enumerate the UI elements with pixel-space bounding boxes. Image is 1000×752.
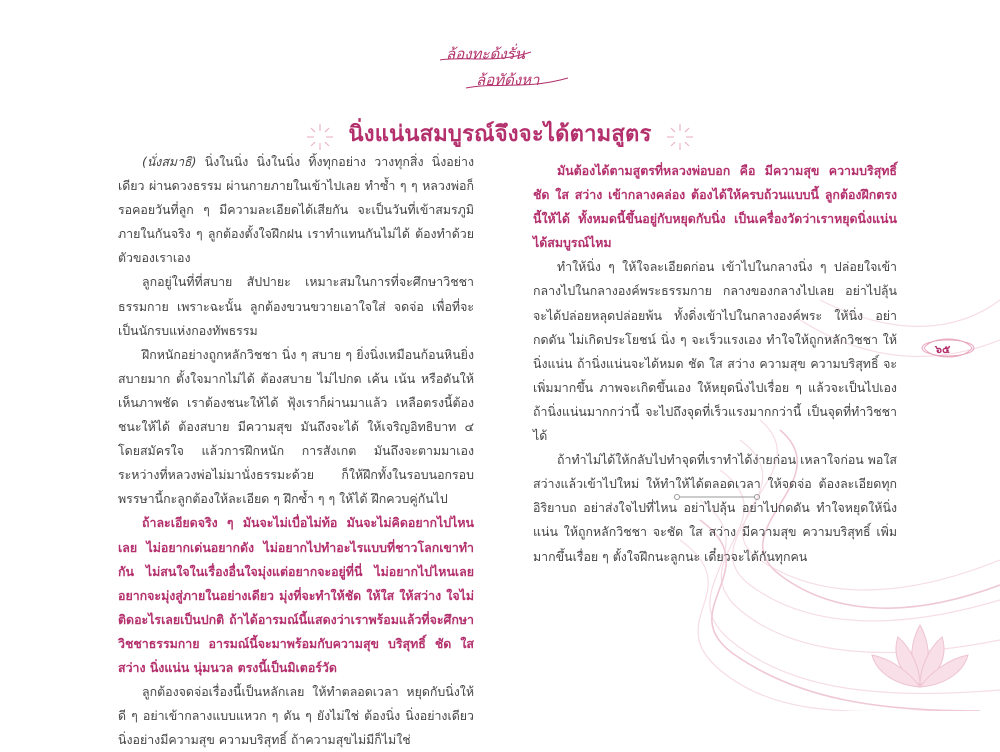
page-number: ๖๕ xyxy=(935,343,951,356)
left-paragraph-3: ฝึกหนักอย่างถูกหลักวิชชา นิ่ง ๆ สบาย ๆ ยิ่งนิ่งเหมือนก้อนหินยิ่งสบายมาก ตั้งใจมากไม่ได้ ต้องสบาย ไม่ไปกด เค้น เน้น หรือดันให้เห็นภาพชัด เราต้องชนะให้ได้ ฟุ้งเราก็ผ่านมาแล้ว เหลือตรงนี้ต้องชนะให้ได้ ต้องสบาย มีความสุข มันถึงจะได้ ให้เจริญอิทธิบาท ๔ โดยสมัครใจ แล้วการฝึกหนัก การสังเกต มันถึงจะตามมาเอง ระหว่างที่หลวงพ่อไม่มานั่งธรรมะด้วย ก็ให้ฝึกทั้งในรอบนอกรอบ พรรษานี้กะลูกต้องให้ละเอียด ๆ ฝึกซ้ำ ๆ ๆ ให้ได้ ฝึกควบคู่กันไป xyxy=(118,346,474,507)
meditation-note: (นั่งสมาธิ) xyxy=(142,154,197,169)
left-paragraph-4-highlight: ถ้าละเอียดจริง ๆ มันจะไม่เบื่อไม่ท้อ มันจะไม่คิดอยากไปไหนเลย ไม่อยากเด่นอยากดัง ไม่อยากไปทำอะไรแบบที่ชาวโลกเขาทำกัน ไม่สนใจในเรื่องอื่นใจมุ่งแต่อยากจะอยู่ที่นี่ ไม่อยากไปไหนเลย อยากจะมุ่งสู่ภายในอย่างเดียว มุ่งที่จะทำให้ชัด ให้ใส ให้สว่าง ใจไม่ติดอะไรเลยเป็นปกติ ถ้าได้อารมณ์นี้แสดงว่าเราพร้อมแล้วที่จะศึกษาวิชชาธรรมกาย อารมณ์นี้จะมาพร้อมกับความสุข บริสุทธิ์ ชัด ใส สว่าง นิ่งแน่น นุ่มนวล ตรงนี้เป็นมิเตอร์วัด xyxy=(118,515,474,675)
signature xyxy=(436,38,576,100)
right-paragraph-2: ทำให้นิ่ง ๆ ให้ใจละเอียดก่อน เข้าไปในกลางนิ่ง ๆ ปล่อยใจเข้ากลางไปในกลางองค์พระธรรมกาย กลางของกลางไปเลย อย่าไปลุ้น จะได้ปล่อยหลุดปล่อยพ้น ทั้งดิ่งเข้าไปในกลางองค์พระ ให้นิ่ง อย่ากดดัน ไม่เกิดประโยชน์ นิ่ง ๆ จะเร็วแรงเอง ทำใจให้ถูกหลักวิชชา ให้นิ่งแน่น ถ้านิ่งแน่นจะได้หมด ชัด ใส สว่าง ความสุข ความบริสุทธิ์ จะเพิ่มมากขึ้น ภาพจะเกิดขึ้นเอง ให้หยุดนิ่งไปเรื่อย ๆ แล้วจะเป็นไปเอง ถ้านิ่งแน่นมากกว่านี้ จะไปถึงจุดที่เร็วแรงมากกว่านี้ เป็นจุดที่ทำวิชชาได้ xyxy=(533,259,897,444)
left-column xyxy=(118,150,474,752)
right-paragraph-3: ถ้าทำไม่ได้ให้กลับไปทำจุดที่เราทำได้ง่ายก่อน เหลาใจก่อน พอใส สว่างแล้วเข้าไปใหม่ ให้ทำให้ได้ตลอดเวลา ให้จดจ่อ ต้องละเอียดทุกอิริยาบถ อย่าส่งใจไปที่ไหน อย่าไปลุ้น อย่าไปกดดัน ทำใจหยุดให้นิ่งแน่น ให้ถูกหลักวิชชา จะชัด ใส สว่าง มีความสุข ความบริสุทธิ์ เพิ่มมากขึ้นเรื่อย ๆ ตั้งใจฝึกนะลูกนะ เดี๋ยวจะได้กันทุกคน xyxy=(533,452,897,564)
lotus-icon xyxy=(860,615,980,695)
right-column xyxy=(533,159,897,569)
signature-line-2: ล้อทัด้งหา xyxy=(476,71,540,89)
title-bar xyxy=(0,116,1000,152)
title-burst-left-icon xyxy=(305,122,335,152)
section-divider xyxy=(673,492,761,502)
page-title: นิ่งแน่นสมบูรณ์จึงจะได้ตามสูตร xyxy=(348,122,652,147)
left-paragraph-1-text: นิ่งในนิ่ง นิ่งในนิ่ง ทิ้งทุกอย่าง วางทุกสิ่ง นิ่งอย่างเดียว ผ่านดวงธรรม ผ่านกายภายในเข้าไปเลย ทำซ้ำ ๆ ๆ หลวงพ่อก็รอคอยวันที่ลูก ๆ มีความละเอียดได้เสียกัน จะเป็นวันที่เข้าสมรภูมิภายในกันจริง ๆ ลูกต้องตั้งใจฝึกฝน เราทำแทนกันไม่ได้ ต้องทำด้วยตัวของเราเอง xyxy=(118,154,474,266)
title-burst-right-icon xyxy=(665,122,695,152)
left-paragraph-1 xyxy=(118,150,474,270)
signature-line-1: ล้องทะด้งรั่น xyxy=(446,45,525,63)
left-paragraph-2: ลูกอยู่ในที่ที่สบาย สัปปายะ เหมาะสมในการที่จะศึกษาวิชชาธรรมกาย เพราะฉะนั้น ลูกต้องขวนขวายเอาใจใส่ จดจ่อ เพื่อที่จะเป็นนักรบแห่งกองทัพธรรม xyxy=(118,274,474,338)
left-paragraph-5: ลูกต้องจดจ่อเรื่องนี้เป็นหลักเลย ให้ทำตลอดเวลา หยุดกับนิ่งให้ดี ๆ อย่าเข้ากลางแบบแหวก ๆ ดัน ๆ ยังไม่ใช่ ต้องนิ่ง นิ่งอย่างเดียว นิ่งอย่างมีความสุข ความบริสุทธิ์ ถ้าความสุขไม่มีก็ไม่ใช่ xyxy=(118,684,474,748)
right-paragraph-1-highlight: มันต้องได้ตามสูตรที่หลวงพ่อบอก คือ มีความสุข ความบริสุทธิ์ ชัด ใส สว่าง เข้ากลางคล่อง ต้องได้ให้ครบถ้วนแบบนี้ ลูกต้องฝึกตรงนี้ให้ได้ ทั้งหมดนี้ขึ้นอยู่กับหยุดกับนิ่ง เป็นเครื่องวัดว่าเราหยุดนิ่งแน่นได้สมบูรณ์ไหม xyxy=(533,163,897,251)
